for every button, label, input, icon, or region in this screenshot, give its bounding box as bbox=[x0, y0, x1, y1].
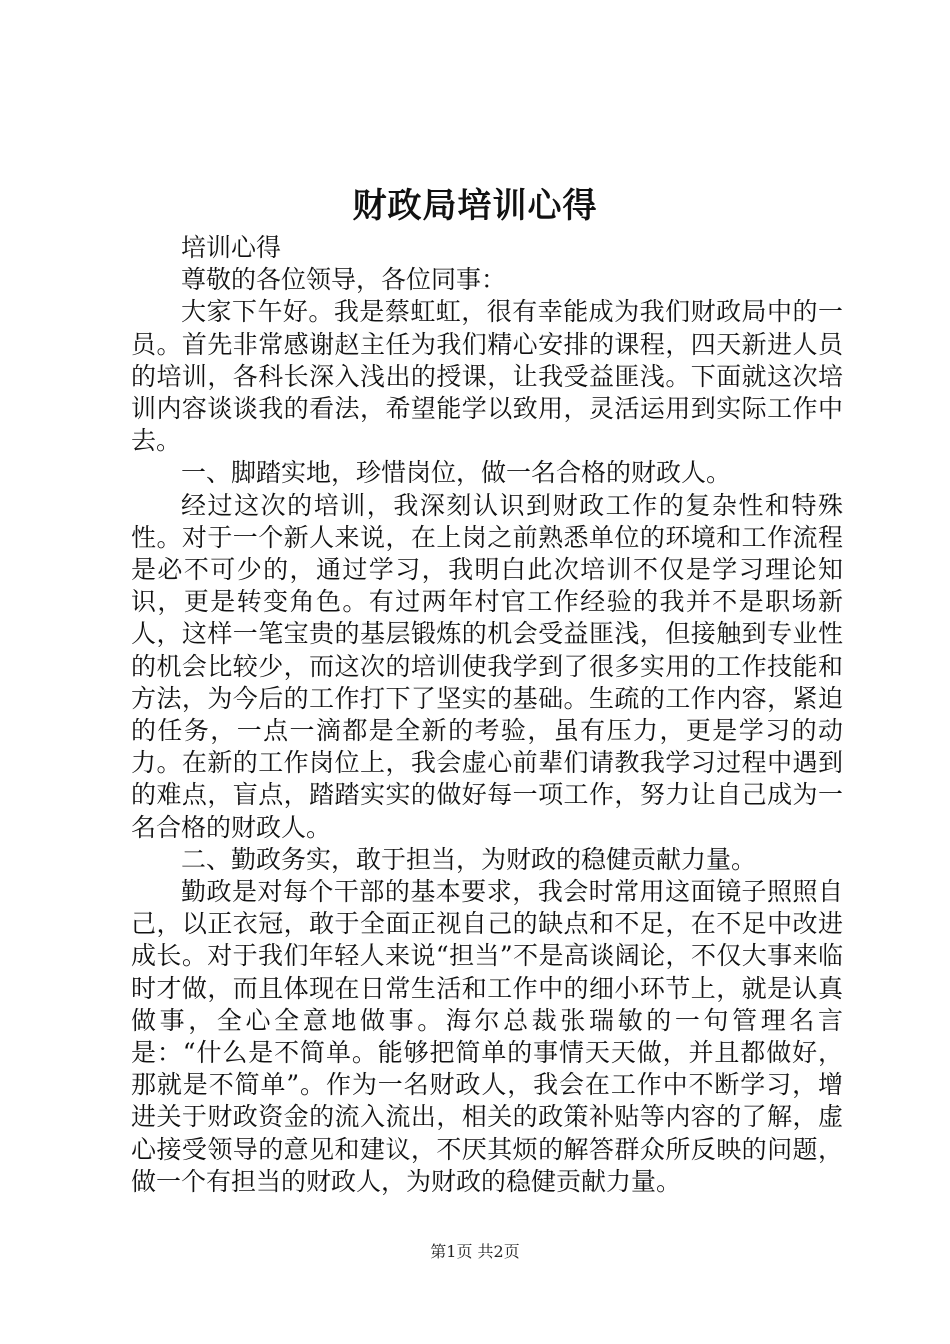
page-number-footer: 第1页 共2页 bbox=[430, 1242, 520, 1261]
paragraph-section-two: 勤政是对每个干部的基本要求，我会时常用这面镜子照照自己，以正衣冠，敢于全面正视自己的缺点和不足，在不足中改进成长。对于我们年轻人来说“担当”不是高谈阔论，不仅大事来临时才做，而且体现在日常生活和工作中的细小环节上，就是认真做事，全心全意地做事。海尔总裁张瑞敏的一句管理名言是：“什么是不简单。能够把简单的事情天天做，并且都做好，那就是不简单”。作为一名财政人，我会在工作中不断学习，增进关于财政资金的流入流出，相关的政策补贴等内容的了解，虚心接受领导的意见和建议，不厌其烦的解答群众所反映的问题，做一个有担当的财政人，为财政的稳健贡献力量。 bbox=[131, 877, 843, 1196]
paragraph-section-one: 经过这次的培训，我深刻认识到财政工作的复杂性和特殊性。对于一个新人来说，在上岗之前熟悉单位的环境和工作流程是必不可少的，通过学习，我明白此次培训不仅是学习理论知识，更是转变角色。有过两年村官工作经验的我并不是职场新人，这样一笔宝贵的基层锻炼的机会受益匪浅，但接触到专业性的机会比较少，而这次的培训使我学到了很多实用的工作技能和方法，为今后的工作打下了坚实的基础。生疏的工作内容，紧迫的任务，一点一滴都是全新的考验，虽有压力，更是学习的动力。在新的工作岗位上，我会虚心前辈们请教我学习过程中遇到的难点，盲点，踏踏实实的做好每一项工作，努力让自己成为一名合格的财政人。 bbox=[131, 490, 843, 842]
section-heading-one: 一、脚踏实地，珍惜岗位，做一名合格的财政人。 bbox=[181, 458, 732, 488]
section-heading-two: 二、勤政务实，敢于担当，为财政的稳健贡献力量。 bbox=[181, 844, 757, 874]
document-title: 财政局培训心得 bbox=[352, 186, 598, 226]
document-body bbox=[131, 232, 843, 1198]
paragraph-heading-label: 培训心得 bbox=[181, 233, 282, 262]
paragraph-introduction: 大家下午好。我是蔡虹虹，很有幸能成为我们财政局中的一员。首先非常感谢赵主任为我们精心安排的课程，四天新进人员的培训，各科长深入浅出的授课，让我受益匪浅。下面就这次培训内容谈谈我的看法，希望能学以致用，灵活运用到实际工作中去。 bbox=[131, 297, 843, 456]
paragraph-salutation: 尊敬的各位领导，各位同事： bbox=[181, 265, 507, 295]
